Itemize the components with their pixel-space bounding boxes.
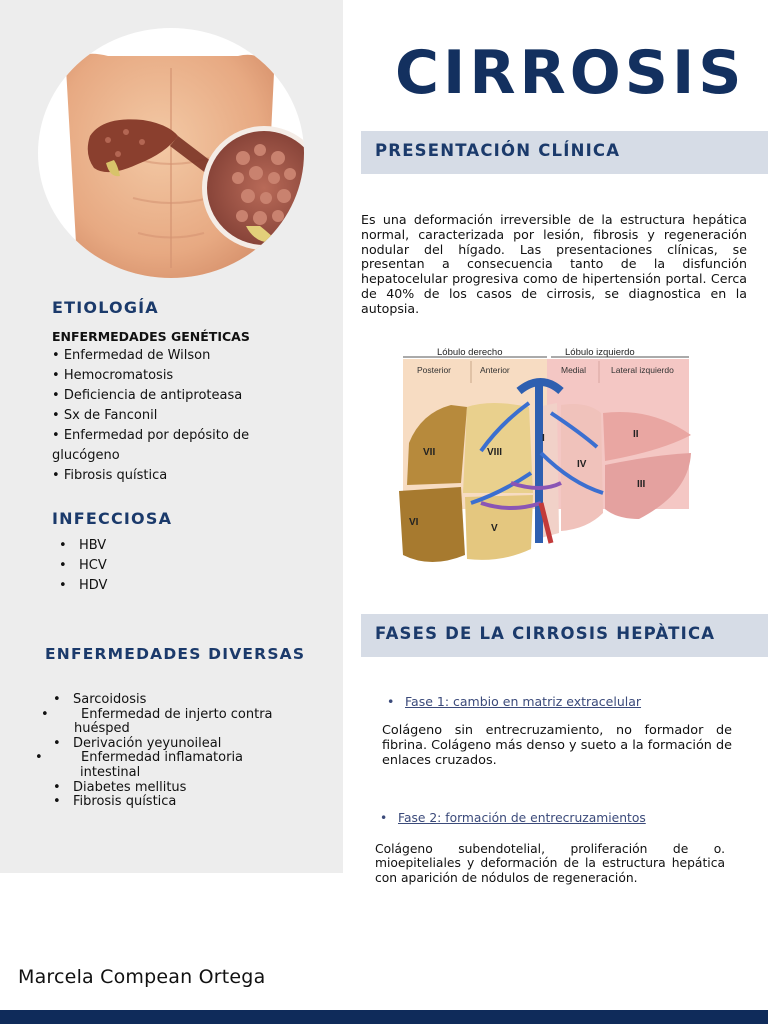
author-name: Marcela Compean Ortega xyxy=(18,966,266,988)
segment-label: VI xyxy=(409,517,419,528)
medial-label: Medial xyxy=(561,365,587,375)
phase1-text: Colágeno sin entrecruzamiento, no formador de fibrina. Colágeno más denso y sueto a la formación de enlaces cruzados. xyxy=(382,723,732,768)
list-item: • Diabetes mellitus xyxy=(46,781,306,796)
liver-segments-svg xyxy=(391,343,703,591)
anterior-label: Anterior xyxy=(480,365,510,375)
abdomen-liver-illustration xyxy=(38,28,304,278)
segment-label: VII xyxy=(423,447,436,458)
presentacion-text: Es una deformación irreversible de la estructura hepática normal, caracterizada por lesión, fibrosis y regeneración nodular del hígado. Las presentaciones clínicas, se presentan a consecuencia tanto de la disfunción hepatocelular progresiva como de hipertensión portal. Cerca de 40% de los casos de cirrosis, se diagnostica en la autopsia. xyxy=(361,212,747,316)
list-item: • Derivación yeyunoileal xyxy=(46,737,306,752)
list-item: • Hemocromatosis xyxy=(52,368,174,383)
liver-segments-figure xyxy=(391,343,703,591)
abdomen-illustration-svg xyxy=(38,28,304,278)
segment-label: II xyxy=(633,429,639,440)
left-lobe-label: Lóbulo izquierdo xyxy=(565,347,635,358)
list-item: • Sx de Fanconil xyxy=(52,408,158,423)
presentacion-band xyxy=(361,131,768,174)
segment-label: I xyxy=(542,433,545,444)
list-item: • Fibrosis quística xyxy=(46,795,306,810)
list-item: • Enfermedad inflamatoria intestinal xyxy=(46,751,306,780)
fases-band xyxy=(361,614,768,657)
infectious-list xyxy=(52,536,252,596)
genetic-diseases-subheading: ENFERMEDADES GENÉTICAS xyxy=(52,329,250,344)
diverse-diseases-list xyxy=(46,693,306,810)
segment-label: III xyxy=(637,479,646,490)
segment-label: IV xyxy=(577,459,587,470)
list-item: • Enfermedad por depósito de glucógeno xyxy=(52,428,250,463)
presentacion-heading: PRESENTACIÓN CLÍNICA xyxy=(375,141,621,160)
list-item: • Enfermedad de Wilson xyxy=(52,348,211,363)
segment-label: V xyxy=(491,523,498,534)
infecciosa-heading: INFECCIOSA xyxy=(52,509,173,528)
segment-label: VIII xyxy=(487,447,503,458)
list-item: • Fibrosis quística xyxy=(52,468,168,483)
phase2-link[interactable]: • Fase 2: formación de entrecruzamientos xyxy=(380,811,646,825)
genetic-diseases-list xyxy=(52,346,302,486)
list-item: • HCV xyxy=(52,556,252,576)
lateral-label: Lateral izquierdo xyxy=(611,365,674,375)
phase2-text: Colágeno subendotelial, proliferación de o. mioepiteliales y deformación de la estructura hepática con aparición de nódulos de regeneración. xyxy=(375,842,725,885)
right-lobe-label: Lóbulo derecho xyxy=(437,347,503,358)
list-item: • Enfermedad de injerto contra huésped xyxy=(46,708,306,737)
diversas-heading: ENFERMEDADES DIVERSAS xyxy=(45,645,306,663)
list-item: • HBV xyxy=(52,536,252,556)
page-title: CIRROSIS xyxy=(395,38,746,108)
list-item: • HDV xyxy=(52,576,252,596)
etiologia-heading: ETIOLOGÍA xyxy=(52,298,159,317)
footer-bar xyxy=(0,1010,768,1024)
fases-heading: FASES DE LA CIRROSIS HEPÀTICA xyxy=(375,624,716,643)
phase1-link[interactable]: • Fase 1: cambio en matriz extracelular xyxy=(387,694,641,709)
list-item: • Deficiencia de antiproteasa xyxy=(52,388,243,403)
list-item: • Sarcoidosis xyxy=(46,693,306,708)
posterior-label: Posterior xyxy=(417,365,452,375)
